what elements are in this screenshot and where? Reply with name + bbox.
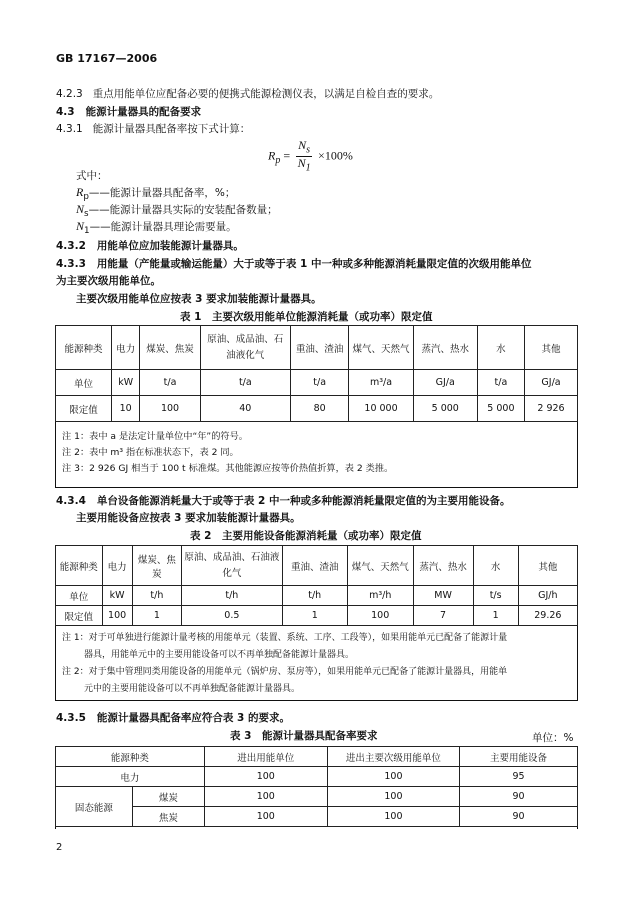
table-header-cell: 煤气、天然气 — [347, 546, 413, 586]
section-4-3 — [56, 104, 201, 119]
table-cell: 单位 — [56, 586, 103, 606]
table-header-cell: 电力 — [102, 546, 132, 586]
formula — [268, 139, 353, 175]
table-note: 注 2：对于集中管理同类用能设备的用能单元（锅炉房、泵房等），如果用能单元已配备了能源计量器具，用能单 — [62, 667, 508, 677]
table-cell: GJ/h — [518, 586, 577, 606]
table-cell: GJ/a — [525, 370, 578, 396]
clause-4-3-4-line2: 主要用能设备应按表 3 要求加装能源计量器具。 — [76, 512, 301, 524]
table-header-cell: 蒸汽、热水 — [413, 546, 473, 586]
table-header-cell: 能源种类 — [56, 326, 112, 370]
table-header-cell: 水 — [477, 326, 524, 370]
formula-eq: = — [283, 148, 291, 163]
standard-header: GB 17167—2006 — [56, 52, 158, 65]
clause-number: 4.3.3 — [56, 258, 86, 270]
table-cell: 焦炭 — [132, 807, 204, 827]
table-header-cell: 重油、渣油 — [282, 546, 347, 586]
table-cell: 100 — [102, 606, 132, 626]
table-header-cell: 电力 — [111, 326, 139, 370]
table1-notes — [62, 429, 393, 477]
table-cell: GJ/a — [413, 370, 477, 396]
formula-num: N — [298, 138, 307, 152]
table2 — [55, 545, 578, 626]
table-cell: 限定值 — [56, 396, 112, 422]
table-header-cell: 蒸汽、热水 — [413, 326, 477, 370]
table-group-cell: 固态能源 — [56, 787, 133, 827]
clause-text: 重点用能单位应配备必要的便携式能源检测仪表，以满足自检自查的要求。 — [92, 88, 440, 100]
table1-header-row — [56, 326, 578, 370]
clause-number: 4.3.4 — [56, 495, 86, 507]
clause-4-3-1 — [56, 121, 250, 136]
clause-text: 能源计量器具配备率按下式计算： — [92, 123, 251, 135]
clause-4-3-2 — [56, 238, 244, 253]
table3 — [55, 746, 578, 827]
table-cell: t/h — [132, 586, 181, 606]
table3-caption: 表 3 能源计量器具配备率要求 — [230, 730, 378, 742]
table-header-cell: 水 — [473, 546, 518, 586]
table-cell: 电力 — [56, 767, 205, 787]
symbol-desc: ——能源计量器具配备率，%； — [88, 187, 236, 199]
where-item-rp — [76, 185, 235, 202]
table-cell: 限定值 — [56, 606, 103, 626]
table1-caption: 表 1 主要次级用能单位能源消耗量（或功率）限定值 — [180, 311, 433, 323]
table-cell: t/a — [290, 370, 348, 396]
clause-text-line1: 用能量（产能量或输运能量）大于或等于表 1 中一种或多种能源消耗量限定值的次级用能单位 — [96, 258, 532, 270]
page-number: 2 — [56, 842, 63, 853]
table-cell: 0.5 — [182, 606, 282, 626]
table-note: 元中的主要用能设备可以不再单独配备能源计量器具。 — [84, 684, 301, 694]
table-note: 器具，用能单元中的主要用能设备可以不再单独配备能源计量器具。 — [84, 650, 355, 660]
table-cell: 1 — [282, 606, 347, 626]
table-cell: 1 — [473, 606, 518, 626]
symbol-desc: ——能源计量器具理论需要量。 — [89, 221, 237, 233]
table-cell: 29.26 — [518, 606, 577, 626]
table-cell: 80 — [290, 396, 348, 422]
symbol: N — [76, 202, 85, 216]
table-cell: 单位 — [56, 370, 112, 396]
symbol-sub: 1 — [84, 226, 90, 237]
table-header-cell: 能源种类 — [56, 747, 205, 767]
table-header-cell: 煤炭、焦炭 — [132, 546, 181, 586]
table-cell: m³/h — [347, 586, 413, 606]
table-cell: 100 — [204, 787, 327, 807]
table-cell: t/h — [182, 586, 282, 606]
symbol: N — [76, 219, 85, 233]
table-cell: 煤炭 — [132, 787, 204, 807]
where-item-n1 — [76, 219, 237, 236]
clause-number: 4.3.5 — [56, 712, 86, 724]
section-number: 4.3 — [56, 106, 75, 118]
table-header-cell: 进出主要次级用能单位 — [327, 747, 459, 767]
table-note: 注 2：表中 m³ 指在标准状态下，表 2 同。 — [62, 447, 239, 458]
table-header-cell: 煤炭、焦炭 — [140, 326, 200, 370]
clause-number: 4.3.2 — [56, 240, 86, 252]
table3-row-coal — [56, 787, 578, 807]
section-title: 能源计量器具的配备要求 — [85, 106, 202, 118]
table-cell: 5 000 — [413, 396, 477, 422]
clause-4-3-4 — [56, 493, 511, 508]
table-header-cell: 进出用能单位 — [204, 747, 327, 767]
table-cell: t/s — [473, 586, 518, 606]
table-cell: 90 — [460, 807, 578, 827]
table-cell: kW — [111, 370, 139, 396]
symbol: R — [76, 185, 84, 199]
table-note: 注 1：对于可单独进行能源计量考核的用能单元（装置、系统、工序、工段等），如果用能单元已配备了能源计量 — [62, 633, 508, 643]
table-cell: 100 — [327, 807, 459, 827]
table-cell: t/a — [140, 370, 200, 396]
formula-den-sub: 1 — [305, 162, 311, 174]
table2-unit-row — [56, 586, 578, 606]
where-item-ns — [76, 202, 278, 219]
table2-limit-row — [56, 606, 578, 626]
table-cell: 7 — [413, 606, 473, 626]
table-cell: 100 — [204, 807, 327, 827]
table-cell: m³/a — [349, 370, 413, 396]
table3-row-coke — [56, 807, 578, 827]
table-cell: 10 — [111, 396, 139, 422]
table-cell: t/h — [282, 586, 347, 606]
table-cell: 100 — [140, 396, 200, 422]
table-cell: 100 — [347, 606, 413, 626]
formula-tail: ×100% — [318, 148, 353, 163]
table-cell: 5 000 — [477, 396, 524, 422]
table-cell: 100 — [327, 767, 459, 787]
table2-caption: 表 2 主要用能设备能源消耗量（或功率）限定值 — [190, 530, 422, 542]
table-cell: 40 — [200, 396, 290, 422]
table-cell: 90 — [460, 787, 578, 807]
formula-lhs-sub: p — [275, 155, 281, 167]
table-header-cell: 其他 — [518, 546, 577, 586]
table-header-cell: 煤气、天然气 — [349, 326, 413, 370]
table-header-cell: 原油、成品油、石油液化气 — [200, 326, 290, 370]
formula-num-sub: s — [306, 144, 311, 156]
clause-4-2-3 — [56, 86, 439, 101]
table2-header-row — [56, 546, 578, 586]
clause-4-3-5 — [56, 710, 290, 725]
clause-text: 能源计量器具配备率应符合表 3 的要求。 — [96, 712, 290, 724]
formula-lhs: R — [268, 148, 276, 163]
table1-unit-row — [56, 370, 578, 396]
clause-text-line1: 单台设备能源消耗量大于或等于表 2 中一种或多种能源消耗量限定值的为主要用能设备。 — [96, 495, 511, 507]
table-cell: 10 000 — [349, 396, 413, 422]
clause-4-3-3-line3: 主要次级用能单位应按表 3 要求加装能源计量器具。 — [76, 293, 322, 305]
symbol-desc: ——能源计量器具实际的安装配备数量； — [88, 204, 278, 216]
table-cell: 2 926 — [525, 396, 578, 422]
table2-notes — [62, 630, 507, 698]
table-cell: t/a — [200, 370, 290, 396]
table-note: 注 3：2 926 GJ 相当于 100 t 标准煤。其他能源应按等价热值折算，表 2 类推。 — [62, 463, 394, 474]
table-header-cell: 重油、渣油 — [290, 326, 348, 370]
clause-4-3-3 — [56, 256, 532, 271]
clause-number: 4.3.1 — [56, 123, 83, 135]
table3-unit: 单位：% — [532, 732, 574, 744]
formula-den: N — [297, 156, 306, 171]
table-header-cell: 能源种类 — [56, 546, 103, 586]
where-label: 式中： — [76, 170, 108, 182]
table-cell: kW — [102, 586, 132, 606]
table-header-cell: 主要用能设备 — [460, 747, 578, 767]
table-cell: MW — [413, 586, 473, 606]
symbol-sub: s — [84, 209, 89, 220]
clause-text: 用能单位应加装能源计量器具。 — [96, 240, 244, 252]
formula-fraction — [296, 139, 312, 175]
table3-header-row — [56, 747, 578, 767]
table-header-cell: 其他 — [525, 326, 578, 370]
symbol-sub: p — [83, 192, 89, 203]
table1-limit-row — [56, 396, 578, 422]
table-cell: 100 — [327, 787, 459, 807]
table-note: 注 1：表中 a 是法定计量单位中“年”的符号。 — [62, 431, 248, 442]
table3-row-electricity — [56, 767, 578, 787]
clause-number: 4.2.3 — [56, 88, 83, 100]
table-cell: 1 — [132, 606, 181, 626]
table-cell: 95 — [460, 767, 578, 787]
clause-4-3-3-line2: 为主要次级用能单位。 — [56, 275, 161, 287]
table-header-cell: 原油、成品油、石油液化气 — [182, 546, 282, 586]
table-cell: 100 — [204, 767, 327, 787]
table-cell: t/a — [477, 370, 524, 396]
table1 — [55, 325, 578, 422]
